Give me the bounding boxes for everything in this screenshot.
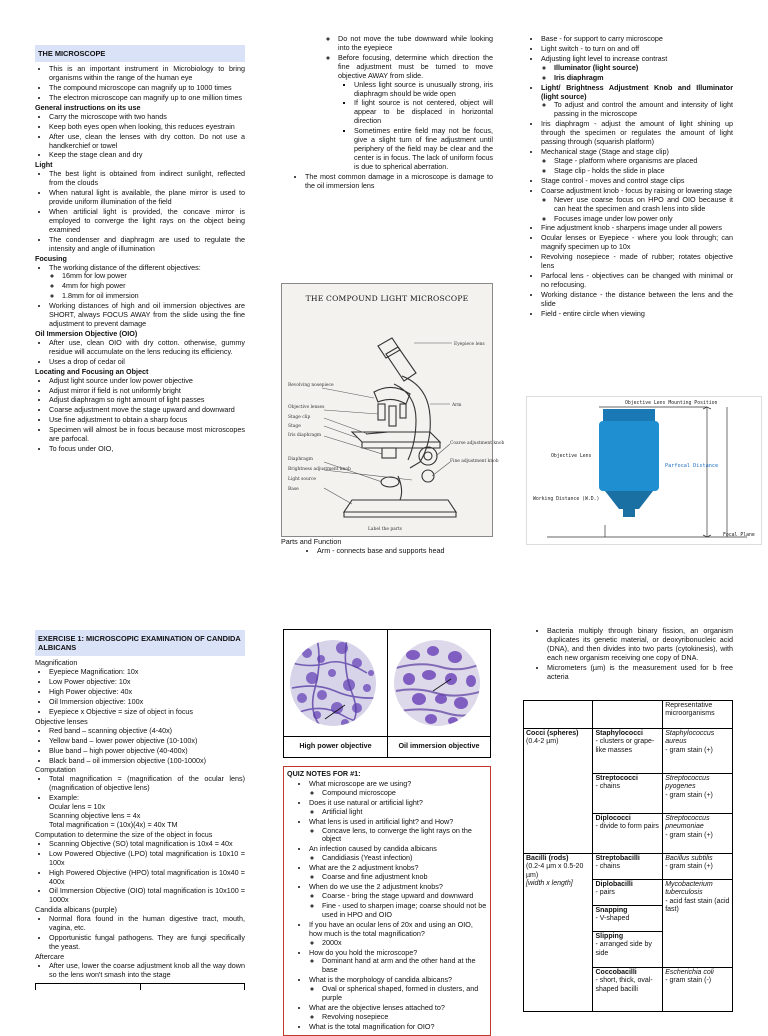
- light-list: [35, 170, 245, 253]
- list-item: • Base - for support to carry microscope: [541, 35, 733, 44]
- objective-lenses-list: [35, 727, 245, 766]
- quiz-question: [309, 1004, 487, 1022]
- list-item: • Eyepiece Magnification: 10x: [49, 668, 245, 677]
- list-item: • Carry the microscope with two hands: [49, 113, 245, 122]
- column-2: [283, 35, 493, 192]
- table-row: [524, 729, 733, 774]
- list-item: • Specimen will almost be in focus because most microscopes are parfocal.: [49, 426, 245, 444]
- answer-list: [309, 854, 487, 863]
- computation-list: [35, 775, 245, 830]
- quiz-notes-box: [283, 766, 491, 1036]
- label-nosepiece: Revolving nosepiece: [288, 383, 334, 388]
- example-line: Ocular lens = 10x: [49, 802, 106, 812]
- list-item: • After use, clean OIO with dry cotton. otherwise, gummy residue will accumulate on the lens reducing its efficiency.: [49, 339, 245, 357]
- label-focal-plane: Focal Plane: [723, 533, 755, 538]
- arrangement-desc: - chains: [595, 783, 620, 791]
- list-item: • Keep the stage clean and dry: [49, 151, 245, 160]
- label-base: Base: [288, 487, 299, 492]
- question-text: What is the morphology of candida albicans?: [309, 975, 453, 985]
- list-item: • This is an important instrument in Microbiology to bring organisms within the range of the human eye: [49, 65, 245, 83]
- list-item: • Working distances of high and oil immersion objectives are SHORT, always FOCUS AWAY from the slide using the fine adjustment to prevent damage: [49, 302, 245, 329]
- candida-list: [35, 915, 245, 952]
- table-cell: [593, 774, 663, 814]
- quiz-question: [309, 883, 487, 920]
- stain-text: - acid fast stain (acid fast): [665, 897, 730, 914]
- question-text: Does it use natural or artificial light?: [309, 797, 423, 807]
- table-cell: [663, 880, 733, 968]
- quiz-answer: ◦ Revolving nosepiece: [322, 1013, 487, 1022]
- arrangement-name: Snapping: [595, 907, 628, 914]
- organism-name: Streptococcus pneumoniae: [665, 815, 710, 831]
- answer-list: [309, 827, 487, 845]
- organism-name: Escherichia coli: [665, 969, 714, 976]
- table-cell: [593, 906, 663, 932]
- focus-sublist: [49, 272, 245, 301]
- arrangement-name: Staphylococci: [595, 730, 643, 737]
- list-item: ◦ Iris diaphragm: [554, 74, 733, 83]
- table-cell: [663, 968, 733, 1012]
- quiz-question: [309, 818, 487, 845]
- sublist: [541, 64, 733, 83]
- list-item: • Total magnification = (magnification of the ocular lens)(magnification of objective lens): [49, 775, 245, 793]
- sublist: [541, 196, 733, 224]
- list-item: • Eyepiece x Objective = size of object in focus: [49, 708, 245, 717]
- list-item: [49, 794, 245, 830]
- table-cell: [663, 774, 733, 814]
- list-item: • Blue band – high power objective (40-400x): [49, 747, 245, 756]
- answer-list: [309, 957, 487, 975]
- list-item-text: Mechanical stage (Stage and stage clip): [541, 147, 669, 157]
- list-item-text: Light/ Brightness Adjustment Knob and Illuminator (light source): [541, 82, 733, 101]
- list-item: • Oil Immersion objective: 100x: [49, 698, 245, 707]
- quiz-answer: ◦ Concave lens, to converge the light rays on the object: [322, 827, 487, 845]
- table-cell: [663, 814, 733, 854]
- shape-name: Bacilli (rods): [526, 855, 569, 862]
- quiz-title: QUIZ NOTES FOR #1:: [287, 769, 361, 778]
- list-item: • Adjust mirror if field is not uniformly bright: [49, 387, 245, 396]
- sublist: [541, 101, 733, 119]
- label-mounting-position: Objective Lens Mounting Position: [625, 401, 718, 406]
- list-item: • Stage control - moves and control stage clips: [541, 177, 733, 186]
- question-text: An infection caused by candida albicans: [309, 844, 437, 854]
- question-text: When do we use the 2 adjustment knobs?: [309, 882, 443, 892]
- table-header-row: [524, 701, 733, 729]
- table-cell: [524, 701, 593, 729]
- table-cell: [593, 814, 663, 854]
- list-item: • Fine adjustment knob - sharpens image under all powers: [541, 224, 733, 233]
- list-item: • Field - entire circle when viewing: [541, 310, 733, 319]
- quiz-answer: ◦ Dominant hand at arm and the other hand at the base: [322, 957, 487, 975]
- label-diaphragm: Diaphragm: [288, 457, 313, 462]
- label-light-source: Light source: [288, 477, 316, 482]
- answer-list: [309, 789, 487, 798]
- question-text: What lens is used in artificial light? and How?: [309, 816, 454, 826]
- list-item-text: Adjusting light level to increase contrast: [541, 53, 668, 63]
- arrangement-desc: - arranged side by side: [595, 941, 652, 957]
- figure-title: THE COMPOUND LIGHT MICROSCOPE: [305, 294, 469, 303]
- list-item: ◦ Stage clip - holds the slide in place: [554, 167, 733, 176]
- quiz-answer: ◦ Candidiasis (Yeast infection): [322, 854, 487, 863]
- micrograph-high-power: [287, 633, 380, 733]
- arrangement-desc: - V-shaped: [595, 915, 630, 923]
- list-item: • Black band – oil immersion objective (100-1000x): [49, 757, 245, 766]
- subheading-locating: Locating and Focusing an Object: [35, 366, 149, 376]
- shape-size: (0.2-4 µm x 0.5-20 µm): [526, 863, 584, 879]
- list-item: ▪ If light source is not centered, object will appear to be displaced in horizontal direction: [354, 99, 493, 126]
- microscope-drawing: [282, 304, 505, 534]
- list-item: • When natural light is available, the plane mirror is used to provide uniform illumination of the field: [49, 189, 245, 207]
- list-item: ◦ 1.8mm for oil immersion: [62, 292, 245, 301]
- quiz-list: [287, 780, 487, 1032]
- list-item: ◦ Illuminator (light source): [554, 64, 733, 73]
- quiz-question: [309, 845, 487, 863]
- table-cell: [593, 932, 663, 968]
- subheading-general-instructions: General instructions on its use: [35, 102, 141, 112]
- question-text: How do you hold the microscope?: [309, 947, 418, 957]
- label-parfocal: Parfocal Distance: [665, 463, 719, 469]
- micrograph-table: [283, 629, 491, 758]
- list-item: • High Power objective: 40x: [49, 688, 245, 697]
- label-arm: Arm: [452, 403, 462, 408]
- oio-steps-sublist: [338, 81, 493, 172]
- parts-list: [281, 547, 493, 556]
- table-stub: [35, 983, 245, 990]
- answer-list: [309, 873, 487, 882]
- arrangement-name: Coccobacilli: [595, 969, 637, 976]
- list-item: [49, 264, 245, 302]
- label-coarse: Coarse adjustment knob: [450, 441, 505, 446]
- list-item: ◦ Stage - platform where organisms are placed: [554, 157, 733, 166]
- objective-lens-drawing: [527, 397, 761, 544]
- list-item: • The condenser and diaphragm are used to regulate the intensity and angle of illumination: [49, 236, 245, 254]
- caption-high-power: High power objective: [299, 741, 372, 750]
- label-objective: Objective lenses: [288, 405, 325, 410]
- exercise-column: [35, 630, 245, 990]
- list-item: ▪ Unless light source is unusually strong, iris diaphragm should be wide open: [354, 81, 493, 99]
- objective-lens-figure: [526, 396, 762, 545]
- list-item: ▪ Sometimes entire field may not be focus, give a slight turn of fine adjustment until periphery of the field may be clear and the center is in focus. The lack of uniform focus is due to spherical aberration.: [354, 127, 493, 172]
- quiz-question: [309, 1023, 487, 1032]
- subheading-computation-size: Computation to determine the size of the object in focus: [35, 829, 213, 839]
- list-item: • Adjust light source under low power objective: [49, 377, 245, 386]
- arrangement-desc: - pairs: [595, 889, 615, 897]
- caption-row: [284, 736, 490, 757]
- subheading-light: Light: [35, 160, 53, 170]
- general-list: [35, 113, 245, 161]
- label-iris: Iris diaphragm: [288, 433, 322, 438]
- subheading-magnification: Magnification: [35, 658, 78, 668]
- list-item: ◦ Never use coarse focus on HPO and OIO because it can heat the specimen and crash lens into slide: [554, 196, 733, 214]
- locating-list: [35, 377, 245, 454]
- question-text: If you have an ocular lens of 20x and using an OIO, how much is the total magnification?: [309, 919, 473, 938]
- list-item: • Oil Immersion Objective (OIO) total magnification is 10x100 = 1000x: [49, 887, 245, 905]
- parts-function: [281, 538, 493, 557]
- list-item-text: Before focusing, determine which direction the fine adjustment must be turned to move objective AWAY from slide.: [338, 52, 493, 80]
- list-item: • Coarse adjustment move the stage upward and downward: [49, 406, 245, 415]
- answer-list: [309, 1013, 487, 1022]
- column-3: [527, 35, 733, 320]
- list-item: • Uses a drop of cedar oil: [49, 358, 245, 367]
- arrangement-name: Diplococci: [595, 815, 631, 822]
- microscope-list: [35, 65, 245, 103]
- section-header-microscope: THE MICROSCOPE: [35, 45, 245, 62]
- shape-note: [width x length]: [526, 880, 573, 888]
- list-item: • Bacteria multiply through binary fission, an organism duplicates its genetic material, or deoxyribonucleic acid (DNA), and then divides into two parts (cytokinesis), with each new organism receiving one copy of DNA.: [547, 627, 733, 663]
- list-item-text: Coarse adjustment knob - focus by raising or lowering stage: [541, 185, 732, 195]
- caption-oil-immersion: Oil immersion objective: [398, 741, 480, 750]
- list-item: • After use, lower the coarse adjustment knob all the way down so the lens won't smash into the stage: [49, 962, 245, 980]
- quiz-question: [309, 864, 487, 882]
- table-cell: [663, 729, 733, 774]
- compound-microscope-figure: [281, 283, 505, 537]
- list-item: • Ocular lenses or Eyepiece - where you look through; can magnify specimen up to 10x: [541, 234, 733, 252]
- label-brightness: Brightness adjustment knob: [288, 467, 351, 472]
- list-item: ◦ Do not move the tube downward while looking into the eyepiece: [338, 35, 493, 53]
- question-text: What is the total magnification for OIO?: [309, 1021, 435, 1031]
- organism-name: Bacillus subtilis: [665, 855, 713, 862]
- section-header-exercise: EXERCISE 1: MICROSCOPIC EXAMINATION OF CANDIDA ALBICANS: [35, 630, 245, 656]
- oio-steps-list: [283, 35, 493, 172]
- list-item: • Low Power objective: 10x: [49, 678, 245, 687]
- list-item: • The compound microscope can magnify up to 1000 times: [49, 84, 245, 93]
- table-row: [524, 854, 733, 880]
- subheading-focusing: Focusing: [35, 253, 67, 263]
- quiz-question: [309, 780, 487, 798]
- stain-text: - gram stain (+): [665, 746, 713, 754]
- list-item: ◦ 4mm for high power: [62, 282, 245, 291]
- oio-list: [35, 339, 245, 367]
- list-item: • Revolving nosepiece - made of rubber; rotates objective lens: [541, 253, 733, 271]
- arrangement-name: Slipping: [595, 933, 624, 940]
- micrograph-high-power-image: [287, 633, 380, 733]
- list-item: • Iris diaphragm - adjust the amount of light shining up through the specimen or regulates the amount of light passing through (squarish platform): [541, 120, 733, 147]
- label-stage: Stage: [288, 424, 301, 429]
- stain-text: - gram stain (+): [665, 831, 713, 839]
- list-item: • After use, clean the lenses with dry cotton. Do not use a handkerchief or towel: [49, 133, 245, 151]
- quiz-question: [309, 799, 487, 817]
- arrangement-desc: - divide to form pairs: [595, 823, 659, 831]
- shape-cell-cocci: [524, 729, 593, 854]
- list-item: • Keep both eyes open when looking, this reduces eyestrain: [49, 123, 245, 132]
- list-item: • Yellow band – lower power objective (10-100x): [49, 737, 245, 746]
- list-item: [541, 148, 733, 176]
- list-item: • Scanning Objective (SO) total magnification is 10x4 = 40x: [49, 840, 245, 849]
- list-item: • Normal flora found in the human digestive tract, mouth, vagina, etc.: [49, 915, 245, 933]
- arrangement-desc: - short, thick, oval-shaped bacilli: [595, 977, 653, 993]
- label-eyepiece: Eyepiece lens: [454, 342, 485, 347]
- quiz-question: [309, 976, 487, 1003]
- list-item-text: The working distance of the different objectives:: [49, 262, 201, 272]
- quiz-answer: ◦ Compound microscope: [322, 789, 487, 798]
- list-item: • The most common damage in a microscope is damage to the oil immersion lens: [305, 173, 493, 191]
- answer-list: [309, 985, 487, 1003]
- list-item: • Use fine adjustment to obtain a sharp focus: [49, 416, 245, 425]
- example-line: • Example:: [49, 793, 79, 803]
- subheading-objective-lenses: Objective lenses: [35, 716, 88, 726]
- list-item: • Arm - connects base and supports head: [317, 547, 493, 556]
- list-item: ◦ Focuses image under low power only: [554, 215, 733, 224]
- table-stub-divider: [140, 984, 141, 990]
- list-item: [338, 54, 493, 172]
- organism-name: Staphylococcus aureus: [665, 730, 715, 746]
- arrangement-name: Diplobacilli: [595, 881, 633, 888]
- answer-list: [309, 892, 487, 920]
- organism-name: Mycobacterium tuberculosis: [665, 881, 713, 897]
- shape-cell-bacilli: [524, 854, 593, 1012]
- label-stage-clip: Stage clip: [288, 415, 311, 420]
- shape-size: (0.4-2 µm): [526, 738, 559, 746]
- question-text: What are the 2 adjustment knobs?: [309, 863, 419, 873]
- organism-name: Streptococcus pyogenes: [665, 775, 710, 791]
- list-item: • High Powered Objective (HPO) total magnification is 10x40 = 400x: [49, 869, 245, 887]
- list-item: [541, 84, 733, 120]
- quiz-answer: ◦ Oval or spherical shaped, formed in clusters, and purple: [322, 985, 487, 1003]
- stain-text: - gram stain (+): [665, 791, 713, 799]
- damage-list: [283, 173, 493, 191]
- table-cell: [593, 854, 663, 880]
- computation-size-list: [35, 840, 245, 905]
- quiz-answer: ◦ Coarse - bring the stage upward and downward: [322, 892, 487, 901]
- table-cell: [593, 968, 663, 1012]
- list-item: • The best light is obtained from indirect sunlight, reflected from the clouds: [49, 170, 245, 188]
- bacteria-column: [527, 627, 733, 683]
- table-cell: [593, 701, 663, 729]
- quiz-question: [309, 921, 487, 948]
- question-text: What microscope are we using?: [309, 778, 412, 788]
- list-item: • Micrometers (µm) is the measurement used for b free acteria: [547, 664, 733, 682]
- quiz-answer: ◦ Coarse and fine adjustment knob: [322, 873, 487, 882]
- list-item: • To focus under OIO,: [49, 445, 245, 454]
- label-working-distance: Working Distance (W.D.): [533, 497, 600, 502]
- table-header-cell: Representative microorganisms: [663, 701, 733, 729]
- list-item: • Parfocal lens - objectives can be changed with minimal or no refocusing.: [541, 272, 733, 290]
- example-line: Scanning objective lens = 4x: [49, 811, 141, 821]
- micrograph-oil-immersion-image: [391, 633, 484, 733]
- quiz-question: [309, 949, 487, 976]
- label-fine: Fine adjustment knob: [450, 459, 499, 464]
- table-cell: [663, 854, 733, 880]
- answer-list: [309, 939, 487, 948]
- list-item: • Working distance - the distance between the lens and the slide: [541, 291, 733, 309]
- example-line: Total magnification = (10x)(4x) = 40x TM: [49, 820, 178, 830]
- arrangement-desc: - chains: [595, 863, 620, 871]
- quiz-answer: ◦ 2000x: [322, 939, 487, 948]
- arrangement-name: Streptococci: [595, 775, 638, 782]
- answer-list: [309, 808, 487, 817]
- list-item: • Adjust diaphragm so right amount of light passes: [49, 396, 245, 405]
- list-item: ◦ To adjust and control the amount and intensity of light passing in the microscope: [554, 101, 733, 119]
- stain-text: - gram stain (-): [665, 977, 712, 985]
- list-item: • Light switch - to turn on and off: [541, 45, 733, 54]
- arrangement-name: Streptobacilli: [595, 855, 640, 862]
- shape-name: Cocci (spheres): [526, 730, 579, 737]
- list-item: [541, 187, 733, 224]
- list-item: • When artificial light is provided, the concave mirror is employed to converge the light rays on the object being examined: [49, 208, 245, 235]
- quiz-answer: ◦ Artificial light: [322, 808, 487, 817]
- question-text: What are the objective lenses attached to?: [309, 1003, 445, 1013]
- quiz-answer: ◦ Fine - used to sharpen image; coarse should not be used in HPO and OIO: [322, 902, 487, 920]
- table-cell: [593, 729, 663, 774]
- list-item: • The electron microscope can magnify up to one million times: [49, 94, 245, 103]
- list-item: • Opportunistic fungal pathogens. They are fungi specifically the yeast.: [49, 934, 245, 952]
- subheading-candida: Candida albicans (purple): [35, 905, 117, 915]
- column-1: [35, 45, 245, 455]
- subheading-oio: Oil Immersion Objective (OIO): [35, 328, 138, 338]
- bacteria-list: [527, 627, 733, 682]
- bacteria-table: [523, 700, 733, 1012]
- subheading-computation: Computation: [35, 765, 76, 775]
- label-objective-lens: Objective Lens: [551, 454, 592, 459]
- list-item: • Low Powered Objective (LPO) total magnification is 10x10 = 100x: [49, 850, 245, 868]
- table-cell: [593, 880, 663, 906]
- magnification-list: [35, 668, 245, 717]
- parts-list-right: [527, 35, 733, 319]
- list-item: [541, 55, 733, 83]
- focus-list: [35, 264, 245, 329]
- micrograph-oil-immersion: [391, 633, 484, 733]
- stain-text: - gram stain (+): [665, 863, 713, 871]
- sublist: [541, 157, 733, 176]
- label-caption: Label the parts: [368, 527, 402, 532]
- arrangement-desc: - clusters or grape-like masses: [595, 738, 655, 754]
- subheading-aftercare: Aftercare: [35, 951, 65, 961]
- aftercare-list: [35, 962, 245, 980]
- parts-title: Parts and Function: [281, 537, 342, 546]
- list-item: • Red band – scanning objective (4-40x): [49, 727, 245, 736]
- list-item: ◦ 16mm for low power: [62, 272, 245, 281]
